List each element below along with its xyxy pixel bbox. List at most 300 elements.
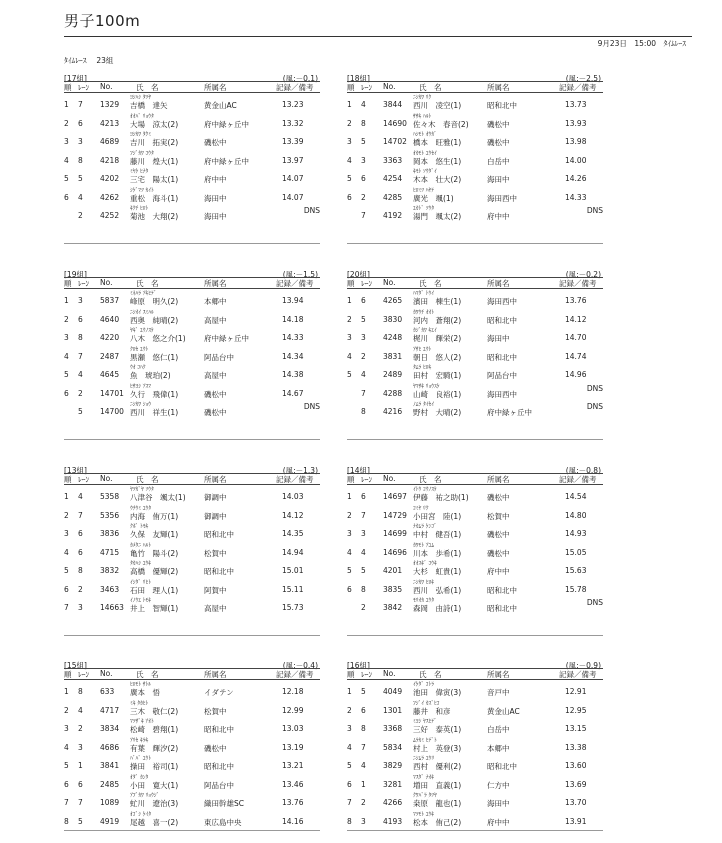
column-header (347, 82, 603, 92)
name-reading: ﾕｶﾄﾞ ｿｳﾀ (413, 206, 434, 212)
name-reading: ｳﾁｳﾐ ﾕｳﾀ (130, 505, 151, 512)
cell-order: 1 (64, 100, 69, 109)
cell-name: 八木 悠之介(1) (130, 334, 186, 343)
cell-name: 廣光 颯(1) (413, 193, 454, 203)
heat-label: [15組] (64, 661, 87, 670)
header-no: No. (100, 474, 113, 483)
cell-lane: 5 (361, 687, 366, 696)
name-reading: ﾊﾞﾊﾞ ﾕｳﾄ (130, 756, 151, 762)
cell-name: 佐々木 春音(2) (413, 119, 469, 129)
table-row (347, 289, 603, 308)
name-reading: ﾉﾑﾗ ﾀｲｾｲ (413, 402, 434, 408)
cell-no: 3829 (383, 761, 403, 770)
name-reading: ﾐﾈﾊﾗ ｱｷﾋﾃﾞ (130, 291, 157, 297)
cell-order: 7 (64, 603, 69, 612)
heat-bottom-rule (64, 243, 320, 244)
cell-no: 4216 (383, 407, 403, 416)
cell-lane: 7 (78, 510, 83, 520)
cell-team: 昭和北中 (487, 352, 517, 362)
cell-order: 2 (347, 510, 352, 520)
cell-name: 石田 理人(1) (130, 585, 179, 595)
cell-name: 廣本 悟 (130, 688, 160, 697)
cell-order: 4 (347, 155, 352, 165)
table-row (347, 186, 603, 205)
cell-note: DNS (586, 383, 603, 393)
cell-name: 湯門 颯太(2) (413, 212, 462, 221)
name-reading: ｲｹﾀﾞ ｺﾄﾗ (413, 682, 434, 688)
cell-no: 1329 (100, 100, 120, 109)
cell-lane: 4 (361, 761, 366, 770)
cell-no: 4252 (100, 211, 120, 220)
cell-lane: 1 (361, 779, 366, 789)
cell-team: 磯松中 (204, 743, 227, 753)
cell-order: 1 (347, 687, 352, 696)
cell-record: 14.12 (565, 314, 587, 324)
heat-bottom-rule (347, 243, 603, 244)
heat-bottom-rule (347, 830, 603, 831)
table-row (347, 363, 603, 382)
cell-lane: 6 (78, 529, 83, 538)
header-name: 氏 名 (136, 83, 159, 92)
cell-name: 吉川 拓実(2) (130, 138, 179, 147)
cell-record: 13.73 (565, 100, 587, 109)
table-row (347, 382, 603, 401)
cell-team: 海田西中 (487, 389, 517, 399)
name-reading: ｱﾌﾞｶﾜ ﾘｮｳｼﾞ (130, 793, 160, 799)
header-lane: ﾚｰﾝ (78, 475, 90, 484)
cell-no: 3842 (383, 603, 403, 612)
header-record: 記録／備考 (559, 279, 597, 288)
header-name: 氏 名 (136, 279, 159, 288)
cell-name: 木本 壮大(2) (413, 175, 462, 184)
cell-lane: 7 (361, 510, 366, 520)
cell-name: 虻川 遼治(3) (130, 799, 179, 808)
cell-record: 13.38 (565, 742, 587, 752)
cell-record: 13.76 (282, 798, 304, 807)
cell-team: 東広島中央 (204, 817, 242, 827)
table-row (64, 400, 320, 419)
cell-no: 4248 (383, 333, 403, 342)
cell-team: 磯松中 (204, 408, 227, 417)
wind-reading: (風:－1.3) (282, 466, 318, 475)
cell-order: 2 (64, 510, 69, 520)
cell-record: 14.94 (282, 547, 304, 557)
table-row (64, 522, 320, 541)
cell-no: 4213 (100, 118, 120, 128)
cell-lane: 3 (361, 333, 366, 342)
header-no: No. (383, 278, 396, 287)
cell-lane: 8 (361, 407, 366, 416)
cell-name: 久行 飛偉(1) (130, 389, 179, 399)
cell-team: 昭和北中 (487, 315, 517, 325)
name-reading: ｲﾉｳｴ ﾄﾓｷ (130, 598, 151, 604)
cell-record: 14.54 (565, 492, 587, 501)
cell-team: 海田中 (487, 799, 510, 808)
cell-no: 3832 (100, 566, 120, 575)
name-reading: ﾔﾂｶﾞﾔ ｿｳﾀ (130, 487, 154, 493)
cell-name: 松崎 碧翔(1) (130, 725, 179, 734)
cell-name: 西川 凌空(1) (413, 101, 462, 110)
header-team: 所属名 (204, 83, 227, 92)
name-reading: ｵｺﾞｼ ｹｲﾀ (130, 811, 151, 818)
cell-no: 14690 (383, 118, 407, 128)
cell-lane: 3 (361, 816, 366, 826)
cell-lane: 5 (78, 407, 83, 416)
cell-no: 3281 (383, 779, 403, 789)
table-row (347, 699, 603, 718)
table-row (64, 345, 320, 364)
cell-team: 昭和北中 (204, 530, 234, 539)
cell-lane: 6 (361, 296, 366, 305)
cell-order: 5 (347, 174, 352, 183)
header-order: 順 (64, 83, 72, 92)
cell-lane: 3 (361, 529, 366, 538)
name-reading: ｸﾎﾞ ﾄﾓｷ (130, 524, 149, 530)
table-row (347, 791, 603, 810)
cell-order: 1 (64, 492, 69, 501)
cell-record: 13.32 (282, 118, 304, 128)
cell-no: 3834 (100, 724, 120, 733)
header-team: 所属名 (487, 475, 510, 484)
cell-order: 3 (347, 529, 352, 538)
cell-record: 14.70 (565, 333, 587, 342)
header-order: 順 (347, 83, 355, 92)
cell-order: 1 (347, 492, 352, 501)
cell-name: 亀竹 陽斗(2) (130, 548, 179, 558)
cell-team: 府中中 (204, 175, 227, 184)
header-lane: ﾚｰﾝ (78, 83, 90, 92)
name-reading: ｱｻﾋ ﾕｳﾄ (413, 346, 432, 353)
cell-order: 3 (347, 724, 352, 733)
header-record: 記録／備考 (559, 475, 597, 484)
cell-order: 8 (347, 816, 352, 826)
cell-name: 岡本 悠生(1) (413, 156, 462, 166)
name-reading: ｵｶﾓﾄ ﾕｳｾｲ (413, 150, 437, 157)
name-reading: ﾅｶﾑﾗ ｹﾝｺﾞ (413, 524, 437, 530)
name-reading: ﾖｼﾊｼ ﾀﾂﾔ (130, 95, 151, 101)
wind-reading: (風:－0.4) (282, 661, 318, 670)
cell-no: 3841 (100, 761, 120, 770)
cell-record: 14.74 (565, 351, 587, 361)
header-record: 記録／備考 (276, 279, 314, 288)
cell-name: 小田 寛大(1) (130, 780, 179, 790)
wind-reading: (風:－1.5) (282, 270, 318, 279)
header-no: No. (100, 278, 113, 287)
cell-team: 松賀中 (487, 511, 510, 521)
cell-lane: 8 (78, 155, 83, 165)
heat-label: [17組] (64, 74, 87, 83)
cell-name: 伊藤 祐之助(1) (413, 493, 469, 502)
cell-no: 5358 (100, 492, 120, 501)
cell-order: 6 (64, 779, 69, 789)
cell-order: 5 (64, 566, 69, 575)
name-reading: ﾋﾛﾓﾄ ｻﾄﾙ (130, 682, 151, 688)
heat-label: [18組] (347, 74, 370, 83)
cell-no: 14701 (100, 388, 124, 398)
race-type: ﾀｲﾑﾚｰｽ 23組 (64, 56, 114, 65)
cell-record: 14.96 (565, 370, 587, 379)
cell-lane: 5 (361, 137, 366, 146)
cell-no: 4715 (100, 547, 120, 557)
heat-table (347, 266, 603, 436)
cell-no: 3836 (100, 529, 120, 538)
cell-team: 昭和北中 (487, 604, 517, 613)
heat-table (64, 70, 320, 240)
table-row (64, 791, 320, 810)
name-reading: ﾌｼﾞｶﾜ ｺｳﾀ (130, 150, 154, 157)
cell-name: 濱田 棟生(1) (413, 297, 462, 306)
cell-record: 15.78 (565, 584, 587, 594)
wind-reading: (風:－2.5) (565, 74, 601, 83)
cell-order: 6 (347, 584, 352, 594)
header-name: 氏 名 (136, 475, 159, 484)
cell-name: 魚 琥珀(2) (130, 371, 171, 380)
name-reading: ｺﾐﾔ ﾘｸ (413, 505, 429, 512)
cell-no: 14702 (383, 137, 407, 146)
name-reading: ﾊｼﾓﾄ ｵｳｶﾞ (413, 132, 437, 138)
cell-order: 5 (64, 174, 69, 183)
cell-team: 高屋中 (204, 315, 227, 325)
column-header (64, 82, 320, 92)
cell-record: 14.80 (565, 510, 587, 520)
cell-team: 黄金山AC (487, 706, 520, 716)
cell-no: 14700 (100, 407, 124, 416)
cell-record: 13.19 (282, 742, 304, 752)
header-name: 氏 名 (419, 279, 442, 288)
cell-name: 西奥 純晴(2) (130, 315, 179, 325)
cell-team: 磯松中 (487, 530, 510, 539)
cell-team: 府中緑ヶ丘中 (204, 334, 249, 343)
cell-order: 2 (64, 118, 69, 128)
header-team: 所属名 (487, 670, 510, 679)
table-row (347, 522, 603, 541)
cell-name: 黒瀬 悠仁(1) (130, 352, 179, 362)
cell-team: 海田西中 (487, 193, 517, 203)
cell-order: 1 (64, 687, 69, 696)
cell-team: 府中中 (487, 817, 510, 827)
header-order: 順 (64, 670, 72, 679)
cell-no: 4686 (100, 742, 120, 752)
cell-no: 14729 (383, 510, 407, 520)
cell-record: 14.67 (282, 388, 304, 398)
cell-record: 13.98 (565, 137, 587, 146)
name-reading: ﾔｷﾞ ﾕｳﾉｽｹ (130, 328, 154, 334)
cell-name: 操田 裕司(1) (130, 762, 179, 771)
cell-order: 4 (64, 351, 69, 361)
cell-no: 14663 (100, 603, 124, 612)
cell-team: 磯松中 (487, 548, 510, 558)
cell-record: 13.69 (565, 779, 587, 789)
cell-order: 3 (64, 137, 69, 146)
cell-record: 14.33 (565, 192, 587, 202)
cell-lane: 6 (78, 779, 83, 789)
cell-record: 13.23 (282, 100, 304, 109)
date-time: 9月23日 15:00 ﾀｲﾑﾚｰｽ (597, 39, 686, 48)
cell-team: 磯松中 (487, 119, 510, 129)
header-no: No. (100, 669, 113, 678)
cell-lane: 4 (361, 100, 366, 109)
cell-order: 8 (64, 816, 69, 826)
header-record: 記録／備考 (276, 475, 314, 484)
cell-record: 15.05 (565, 547, 587, 557)
cell-team: 仁方中 (487, 780, 510, 790)
cell-record: 13.70 (565, 798, 587, 807)
name-reading: ﾆｼｶﾜ ﾋﾛｷ (413, 579, 434, 586)
cell-record: 13.91 (565, 816, 587, 826)
heat-bottom-rule (347, 439, 603, 440)
cell-no: 4717 (100, 705, 120, 715)
cell-team: 織田幹雄SC (204, 799, 244, 808)
table-row (64, 578, 320, 597)
cell-note: DNS (303, 206, 320, 215)
cell-name: 井上 智輝(1) (130, 604, 179, 613)
cell-no: 4689 (100, 137, 120, 146)
cell-lane: 7 (78, 351, 83, 361)
cell-order: 2 (347, 118, 352, 128)
cell-team: 阿品台中 (204, 780, 234, 790)
cell-name: 高橋 優輝(2) (130, 567, 179, 576)
cell-order: 3 (64, 724, 69, 733)
cell-team: 阿賀中 (204, 585, 227, 595)
header-lane: ﾚｰﾝ (361, 83, 373, 92)
table-row (347, 112, 603, 131)
cell-order: 5 (64, 370, 69, 379)
cell-lane: 7 (78, 100, 83, 109)
cell-order: 1 (347, 100, 352, 109)
cell-record: 14.38 (282, 370, 304, 379)
cell-lane: 2 (78, 724, 83, 733)
name-reading: ﾆｼｶﾜ ｼｮｳ (130, 402, 151, 408)
page-title: 男子100m (64, 12, 141, 30)
header-team: 所属名 (204, 670, 227, 679)
name-reading: ﾑﾗｶﾐ ﾋﾃﾞﾄ (413, 737, 437, 744)
name-reading: ﾐﾔｹ ﾋﾅﾀ (130, 169, 149, 175)
cell-record: 13.15 (565, 724, 587, 733)
cell-name: 中村 健吾(1) (413, 530, 462, 539)
cell-order: 6 (347, 779, 352, 789)
cell-order: 5 (347, 761, 352, 770)
cell-lane: 8 (361, 118, 366, 128)
cell-lane: 3 (78, 137, 83, 146)
cell-lane: 3 (78, 742, 83, 752)
header-order: 順 (347, 279, 355, 288)
table-row (64, 130, 320, 149)
cell-name: 川本 歩希(1) (413, 548, 462, 558)
cell-record: 14.34 (282, 351, 304, 361)
cell-name: 田村 宏騎(1) (413, 371, 462, 380)
cell-order: 1 (347, 296, 352, 305)
name-reading: ﾋﾛﾐﾂ ﾊﾔﾃ (413, 187, 434, 194)
heat-table (347, 462, 603, 632)
name-reading: ﾏｽﾀﾞ ﾅｵｷ (413, 774, 434, 781)
name-reading: ﾐﾖｼ ﾔｽﾋﾃﾞ (413, 719, 437, 725)
column-header (347, 278, 603, 288)
header-no: No. (383, 82, 396, 91)
cell-name: 重松 海斗(1) (130, 193, 179, 203)
table-row (64, 699, 320, 718)
table-row (64, 559, 320, 578)
table-row (64, 736, 320, 755)
cell-team: イダテン (204, 688, 234, 697)
name-reading: ﾐｷ ﾀｶﾋﾄ (130, 700, 149, 707)
name-reading: ﾆｼﾑﾗ ﾕｳﾘ (413, 756, 434, 762)
cell-record: 12.18 (282, 687, 304, 696)
name-reading: ﾀｶﾊｼ ﾕｳｷ (130, 561, 151, 567)
cell-record: 13.93 (565, 118, 587, 128)
cell-lane: 6 (78, 314, 83, 324)
table-row (64, 167, 320, 186)
cell-name: 小田宮 陸(1) (413, 511, 462, 521)
name-reading: ｲﾄｳ ｺｳﾉｽｹ (413, 487, 437, 493)
cell-no: 4220 (100, 333, 120, 342)
header-lane: ﾚｰﾝ (361, 279, 373, 288)
header-team: 所属名 (487, 83, 510, 92)
table-row (64, 308, 320, 327)
wind-reading: (風:－0.1) (282, 74, 318, 83)
heat-label: [19組] (64, 270, 87, 279)
cell-team: 府中緑ヶ丘中 (487, 408, 532, 417)
header-lane: ﾚｰﾝ (78, 670, 90, 679)
heat-label: [14組] (347, 466, 370, 475)
table-row (347, 326, 603, 345)
cell-team: 本郷中 (204, 297, 227, 306)
table-row (347, 541, 603, 560)
cell-order: 5 (347, 370, 352, 379)
cell-no: 4265 (383, 296, 403, 305)
header-name: 氏 名 (419, 83, 442, 92)
cell-no: 14697 (383, 492, 407, 501)
cell-note: DNS (586, 206, 603, 215)
cell-no: 4266 (383, 798, 403, 807)
table-row (64, 773, 320, 792)
cell-name: 八津谷 颯太(1) (130, 493, 186, 502)
table-row (347, 754, 603, 773)
header-record: 記録／備考 (276, 83, 314, 92)
name-reading: ﾋｻﾖｼ ｱｽﾏ (130, 383, 151, 390)
cell-team: 府中緑ヶ丘中 (204, 156, 249, 166)
cell-order: 2 (347, 314, 352, 324)
cell-team: 海田中 (204, 212, 227, 221)
cell-order: 4 (64, 547, 69, 557)
heat-table (64, 462, 320, 632)
table-row (347, 810, 603, 829)
cell-name: 西村 優利(2) (413, 762, 462, 771)
cell-record: 14.07 (282, 174, 304, 183)
cell-record: 14.26 (565, 174, 587, 183)
cell-order: 6 (64, 192, 69, 202)
cell-note: DNS (586, 402, 603, 411)
cell-lane: 4 (78, 192, 83, 202)
table-row (347, 578, 603, 597)
cell-name: 有葉 輝汐(2) (130, 743, 179, 753)
header-order: 順 (347, 475, 355, 484)
cell-team: 阿品台中 (204, 352, 234, 362)
cell-name: 内海 侑万(1) (130, 511, 179, 521)
cell-order: 4 (64, 742, 69, 752)
table-row (347, 345, 603, 364)
cell-team: 磯松中 (487, 138, 510, 147)
cell-lane: 4 (78, 370, 83, 379)
cell-record: 13.03 (282, 724, 304, 733)
cell-name: 河内 蒼翔(2) (413, 315, 462, 325)
cell-name: 西川 祥生(1) (130, 408, 179, 417)
table-row (347, 717, 603, 736)
cell-no: 1089 (100, 798, 120, 807)
cell-lane: 5 (78, 174, 83, 183)
cell-team: 白岳中 (487, 725, 510, 734)
name-reading: ｶﾜﾓﾄ ｱﾕﾑ (413, 542, 434, 549)
cell-team: 磯松中 (204, 389, 227, 399)
